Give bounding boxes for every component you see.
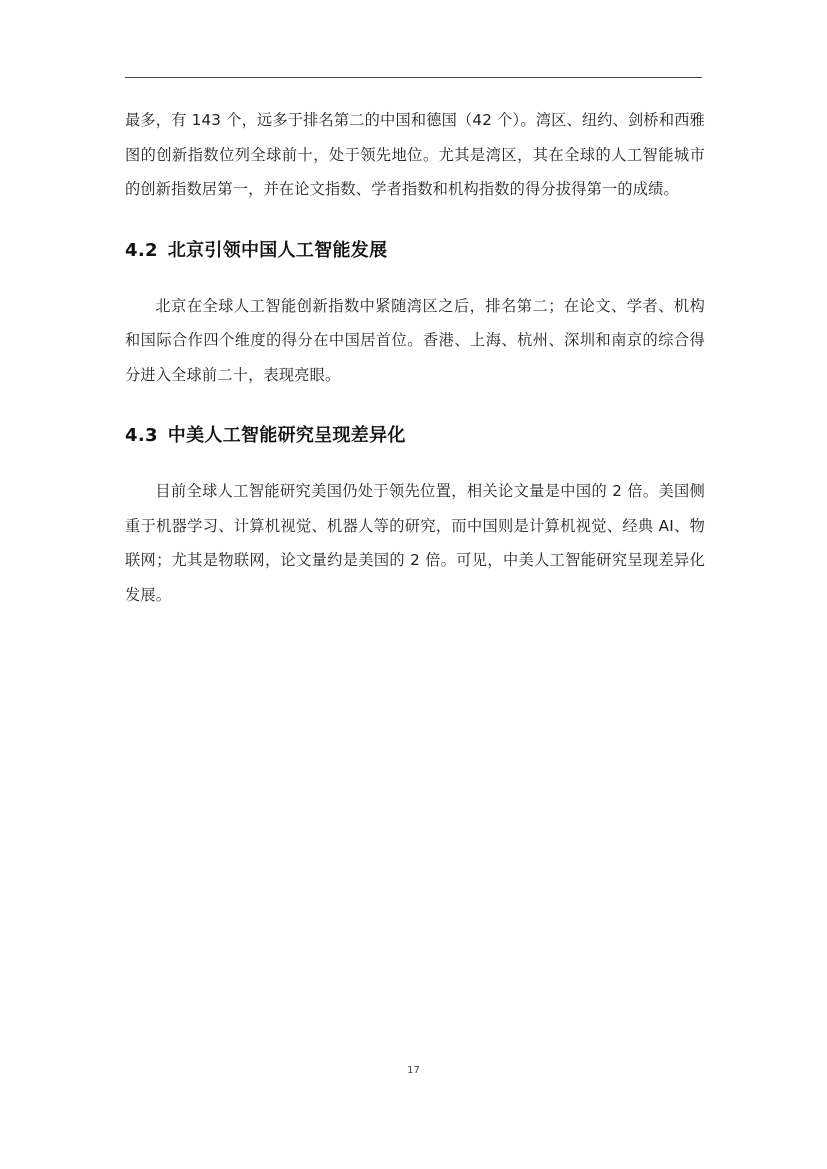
- section-title: 北京引领中国人工智能发展: [167, 239, 388, 261]
- section-4-2-paragraph: 北京在全球人工智能创新指数中紧随湾区之后，排名第二；在论文、学者、机构和国际合作四个维度的得分在中国居首位。香港、上海、杭州、深圳和南京的综合得分进入全球前二十，表现亮眼。: [125, 296, 705, 384]
- section-number: 4.3: [125, 425, 158, 446]
- continued-paragraph: 最多，有 143 个，远多于排名第二的中国和德国（42 个）。湾区、纽约、剑桥和西雅图的创新指数位列全球前十，处于领先地位。尤其是湾区，其在全球的人工智能城市的创新指数居第一，并在论文指数、学者指数和机构指数的得分拔得第一的成绩。: [125, 111, 705, 198]
- section-heading-4-2: [125, 234, 705, 268]
- section-title: 中美人工智能研究呈现差异化: [167, 425, 406, 446]
- section-number: 4.2: [125, 239, 158, 261]
- page-content: [125, 103, 705, 612]
- section-heading-4-3: [125, 419, 705, 453]
- header-rule: [125, 77, 702, 78]
- page-number: 17: [407, 1065, 420, 1076]
- section-4-3-paragraph: 目前全球人工智能研究美国仍处于领先位置，相关论文量是中国的 2 倍。美国侧重于机器学习、计算机视觉、机器人等的研究，而中国则是计算机视觉、经典 AI、物联网；尤其是物联网，论文量约是美国的 2 倍。可见，中美人工智能研究呈现差异化发展。: [125, 482, 705, 604]
